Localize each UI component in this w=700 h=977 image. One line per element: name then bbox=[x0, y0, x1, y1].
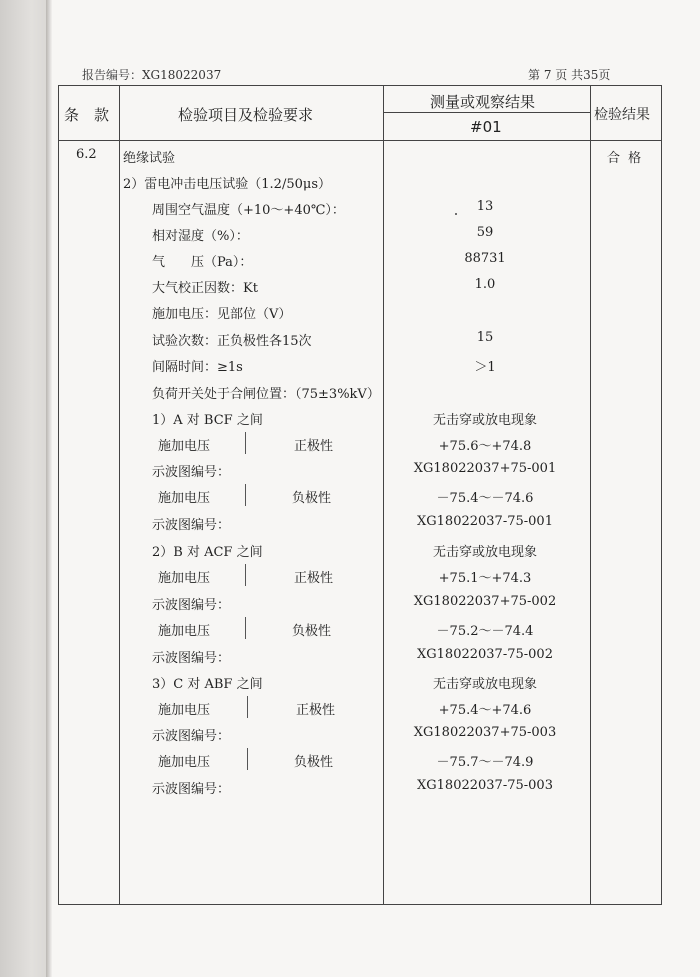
page-info: 第 7 页 共35页 bbox=[528, 68, 611, 82]
header-result: 检验结果 bbox=[594, 107, 650, 123]
header-bottom-divider bbox=[58, 140, 662, 141]
cell-separator bbox=[245, 432, 246, 454]
polarity-label: 负极性 bbox=[294, 755, 334, 770]
header-item: 检验项目及检验要求 bbox=[178, 106, 314, 124]
polarity-label: 正极性 bbox=[294, 439, 334, 454]
waveform-label: 示波图编号： bbox=[152, 465, 231, 480]
param-value: 88731 bbox=[464, 251, 506, 266]
header-clause: 条 款 bbox=[64, 106, 110, 124]
header-sample: #01 bbox=[470, 118, 502, 136]
applied-voltage-label: 施加电压 bbox=[158, 624, 211, 639]
clause-number: 6.2 bbox=[76, 147, 97, 162]
col-divider-item bbox=[383, 85, 384, 905]
phase-observation: 无击穿或放电现象 bbox=[432, 545, 537, 560]
test-subtitle: 2）雷电冲击电压试验（1.2/50μs） bbox=[123, 177, 331, 192]
phase-title: 3）C 对 ABF 之间 bbox=[152, 677, 263, 692]
param-value: 15 bbox=[476, 330, 494, 345]
phase-observation: 无击穿或放电现象 bbox=[432, 677, 537, 692]
applied-voltage-label: 施加电压 bbox=[158, 491, 211, 506]
param-value: ＞1 bbox=[474, 360, 496, 375]
polarity-label: 正极性 bbox=[294, 571, 334, 586]
waveform-label: 示波图编号： bbox=[152, 518, 231, 533]
voltage-range: －75.4～－74.6 bbox=[436, 491, 534, 506]
param-label: 负荷开关处于合闸位置：（75±3%kV） bbox=[152, 387, 380, 402]
voltage-range: +75.4～+74.6 bbox=[438, 703, 532, 718]
phase-title: 1）A 对 BCF 之间 bbox=[152, 413, 263, 428]
test-category: 绝缘试验 bbox=[123, 151, 176, 166]
header-measure: 测量或观察结果 bbox=[430, 93, 536, 111]
param-value: 13 bbox=[476, 199, 494, 214]
waveform-label: 示波图编号： bbox=[152, 782, 231, 797]
waveform-id: XG18022037-75-003 bbox=[417, 778, 553, 793]
cell-separator bbox=[245, 617, 246, 639]
polarity-label: 负极性 bbox=[292, 491, 332, 506]
waveform-id: XG18022037-75-002 bbox=[417, 647, 553, 662]
phase-title: 2）B 对 ACF 之间 bbox=[152, 545, 263, 560]
polarity-label: 负极性 bbox=[292, 624, 332, 639]
polarity-label: 正极性 bbox=[296, 703, 336, 718]
param-label: 相对湿度（%）： bbox=[152, 229, 249, 244]
voltage-range: +75.1～+74.3 bbox=[438, 571, 532, 586]
waveform-label: 示波图编号： bbox=[152, 729, 231, 744]
scan-speck bbox=[455, 213, 457, 215]
waveform-id: XG18022037+75-001 bbox=[413, 461, 557, 476]
binding-margin bbox=[0, 0, 52, 977]
voltage-range: －75.2～－74.4 bbox=[436, 624, 534, 639]
col-divider-clause bbox=[119, 85, 120, 905]
header-sub-divider bbox=[383, 112, 590, 113]
conclusion: 合 格 bbox=[607, 151, 644, 166]
waveform-id: XG18022037+75-003 bbox=[413, 725, 557, 740]
param-label: 试验次数：正负极性各15次 bbox=[152, 334, 312, 349]
applied-voltage-label: 施加电压 bbox=[158, 571, 211, 586]
phase-observation: 无击穿或放电现象 bbox=[432, 413, 537, 428]
param-value: 59 bbox=[476, 225, 494, 240]
voltage-range: －75.7～－74.9 bbox=[436, 755, 534, 770]
applied-voltage-label: 施加电压 bbox=[158, 703, 211, 718]
param-label: 施加电压：见部位（V） bbox=[152, 307, 292, 322]
voltage-range: +75.6～+74.8 bbox=[438, 439, 532, 454]
waveform-label: 示波图编号： bbox=[152, 651, 231, 666]
cell-separator bbox=[247, 696, 248, 718]
param-label: 间隔时间：≥1s bbox=[152, 360, 243, 375]
cell-separator bbox=[245, 564, 246, 586]
applied-voltage-label: 施加电压 bbox=[158, 755, 211, 770]
param-value: 1.0 bbox=[474, 277, 496, 292]
cell-separator bbox=[245, 484, 246, 506]
waveform-id: XG18022037-75-001 bbox=[417, 514, 553, 529]
waveform-id: XG18022037+75-002 bbox=[413, 594, 557, 609]
report-number: 报告编号：XG18022037 bbox=[82, 68, 222, 82]
col-divider-measure bbox=[590, 85, 591, 905]
param-label: 气 压（Pa）： bbox=[152, 255, 253, 270]
param-label: 周围空气温度（+10～+40℃）： bbox=[152, 203, 345, 218]
param-label: 大气校正因数：Kt bbox=[152, 281, 258, 296]
waveform-label: 示波图编号： bbox=[152, 598, 231, 613]
applied-voltage-label: 施加电压 bbox=[158, 439, 211, 454]
cell-separator bbox=[247, 748, 248, 770]
